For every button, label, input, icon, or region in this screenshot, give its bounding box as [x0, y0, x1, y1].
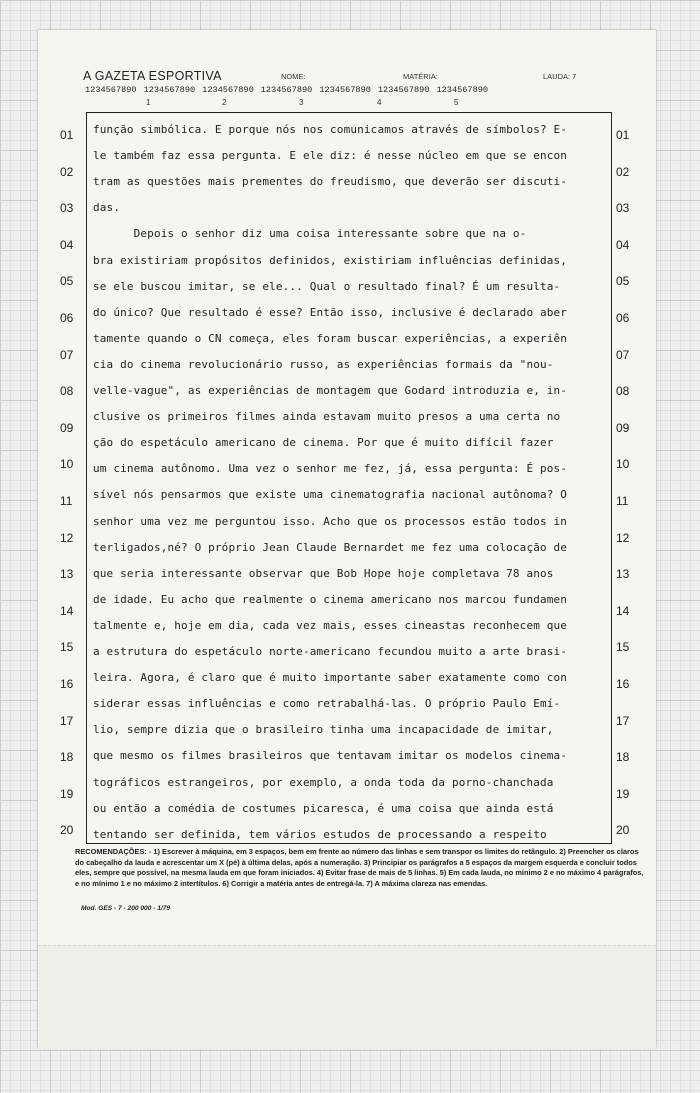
line-number-right: 10	[616, 457, 630, 472]
typed-line: Depois o senhor diz uma coisa interessante sobre que na o-	[93, 227, 527, 241]
typed-line: a estrutura do espetáculo norte-americano fecundou muito a arte brasi-	[93, 645, 568, 658]
typed-line: talmente e, hoje em dia, cada vez mais, esses cineastas reconhecem que	[93, 618, 568, 632]
line-number-right: 07	[616, 347, 630, 362]
typed-line: terligados,né? O próprio Jean Claude Bernardet me fez uma colocação de	[93, 540, 568, 554]
line-number-left: 08	[60, 384, 74, 399]
typed-line: tamente quando o CN começa, eles foram buscar experiências, a experiên	[93, 331, 568, 345]
recommendations-text: - 1) Escrever à máquina, em 3 espaços, bem em frente ao número das linhas e sem transpor os limites do retângulo. 2) Preencher os claros do cabeçalho da lauda e acrescentar um X (pé) à última delas, após a numeração. 3) Principiar os parágrafos a 5 espaços da margem esquerda e concluir todos eles, sempre que possível, na mesma lauda em que foram iniciados. 4) Evitar frase de mais de 5 linhas. 5) Em cada lauda, no mínimo 2 e no máximo 4 parágrafos, e no mínimo 1 e no máximo 2 intertítulos. 6) Corrigir a matéria antes de entregá-la. 7) A máxima clareza nas emendas.	[75, 847, 644, 888]
line-number-right: 05	[616, 274, 630, 289]
form-code: Mod. GES - 7 - 200 000 - 1/79	[81, 905, 171, 912]
line-number-right: 13	[616, 567, 630, 582]
newspaper-brand: A GAZETA ESPORTIVA	[83, 69, 222, 83]
ruler-mark: 5	[454, 98, 459, 107]
line-number-right: 16	[616, 677, 630, 691]
typed-line: tentando ser definida, tem vários estudos de processando a respeito	[93, 827, 547, 841]
line-number-right: 12	[616, 530, 630, 545]
line-number-right: 18	[616, 750, 630, 765]
typed-line: cia do cinema revolucionário russo, as experiências formais da "nou-	[93, 357, 554, 371]
ruler-block: 1234567890	[377, 85, 430, 95]
typed-line: se ele buscou imitar, se ele... Qual o resultado final? É um resulta-	[93, 279, 561, 293]
page-bottom-stub	[38, 945, 656, 1049]
typed-line: velle-vague", as experiências de montagem que Godard introduzia e, in-	[93, 384, 568, 397]
typed-line: que seria interessante observar que Bob Hope hoje completava 78 anos	[93, 566, 554, 580]
line-number-right: 02	[616, 164, 630, 179]
ruler-block: 1234567890	[319, 85, 371, 95]
line-number-right: 01	[616, 128, 630, 142]
typed-line: bra existiriam propósitos definidos, existiriam influências definidas,	[93, 253, 568, 267]
line-number-left: 19	[60, 786, 74, 801]
typed-line: ção do espetáculo americano de cinema. Por que é muito difícil fazer	[93, 436, 554, 450]
ruler-mark: 4	[377, 98, 382, 107]
line-number-left: 14	[60, 603, 74, 618]
typed-line: das.	[93, 201, 121, 215]
line-number-left: 09	[60, 420, 74, 435]
line-number-right: 17	[616, 713, 630, 728]
line-number-left: 12	[60, 530, 74, 545]
ruler-mark: 2	[222, 98, 227, 107]
line-number-right: 14	[616, 603, 630, 618]
ruler-mark: 1	[146, 98, 151, 107]
typed-line: tográficos estrangeiros, por exemplo, a onda toda da porno-chanchada	[93, 775, 554, 789]
line-number-right: 15	[616, 640, 630, 655]
recommendations-block	[75, 847, 647, 889]
materia-label: MATÉRIA:	[403, 72, 438, 81]
line-number-left: 10	[60, 457, 74, 472]
line-number-left: 04	[60, 237, 74, 252]
line-number-right: 09	[616, 420, 630, 435]
ruler-block: 1234567890	[143, 85, 196, 95]
line-number-left: 16	[60, 677, 74, 691]
typed-line: função simbólica. E porque nós nos comunicamos através de símbolos? E-	[93, 123, 568, 136]
line-number-left: 18	[60, 750, 74, 765]
typed-line: clusive os primeiros filmes ainda estavam muito presos a uma certa no	[93, 410, 561, 424]
typed-line: siderar essas influências e como retrabalhá-las. O próprio Paulo Emí-	[93, 697, 561, 711]
typed-line: sível nós pensarmos que existe uma cinematografia nacional autônoma? O	[93, 488, 568, 502]
line-number-left: 03	[60, 201, 74, 216]
typed-line: de idade. Eu acho que realmente o cinema americano nos marcou fundamen	[93, 592, 568, 606]
typed-line: le também faz essa pergunta. E ele diz: é nesse núcleo em que se encon	[93, 149, 568, 163]
typed-line: tram as questões mais prementes do freudismo, que deverão ser discuti-	[93, 175, 568, 189]
line-number-right: 11	[616, 494, 629, 508]
ruler-mark: 3	[299, 98, 304, 107]
line-number-right: 04	[616, 237, 630, 252]
line-number-left: 05	[60, 274, 74, 289]
line-number-left: 17	[60, 713, 74, 728]
line-number-left: 07	[60, 347, 74, 362]
nome-label: NOME:	[281, 72, 306, 81]
typed-line: que mesmo os filmes brasileiros que tentavam imitar os modelos cinema-	[93, 749, 568, 763]
line-number-right: 19	[616, 786, 630, 801]
typed-line: leira. Agora, é claro que é muito importante saber exatamente como con	[93, 671, 568, 685]
ruler-block: 1234567890	[202, 85, 254, 95]
line-number-left: 06	[60, 311, 74, 325]
line-number-right: 03	[616, 201, 630, 216]
typed-line: um cinema autônomo. Uma vez o senhor me fez, já, essa pergunta: É pos-	[93, 462, 568, 476]
line-number-left: 15	[60, 640, 74, 655]
line-number-left: 01	[60, 128, 74, 142]
line-number-left: 20	[60, 823, 74, 838]
typed-manuscript-page	[38, 30, 656, 1048]
typed-line: lio, sempre dizia que o brasileiro tinha uma incapacidade de imitar,	[93, 723, 554, 737]
character-ruler	[85, 85, 495, 95]
ruler-block: 1234567890	[436, 85, 489, 95]
line-number-right: 06	[616, 311, 630, 325]
lauda-label: LAUDA: 7	[543, 72, 577, 81]
typed-line: ou então a comédia de costumes picaresca, é uma coisa que ainda está	[93, 801, 554, 815]
line-number-left: 13	[60, 567, 74, 582]
line-number-left: 02	[60, 164, 74, 179]
recommendations-title: RECOMENDAÇÕES:	[75, 847, 147, 856]
line-number-left: 11	[60, 494, 73, 508]
typed-line: do único? Que resultado é esse? Então isso, inclusive é declarado aber	[93, 305, 568, 319]
line-number-right: 20	[616, 823, 630, 838]
line-number-right: 08	[616, 384, 630, 399]
typed-line: senhor uma vez me perguntou isso. Acho que os processos estão todos in	[93, 514, 568, 528]
ruler-block: 1234567890	[260, 85, 313, 95]
ruler-block: 1234567890	[85, 85, 137, 95]
